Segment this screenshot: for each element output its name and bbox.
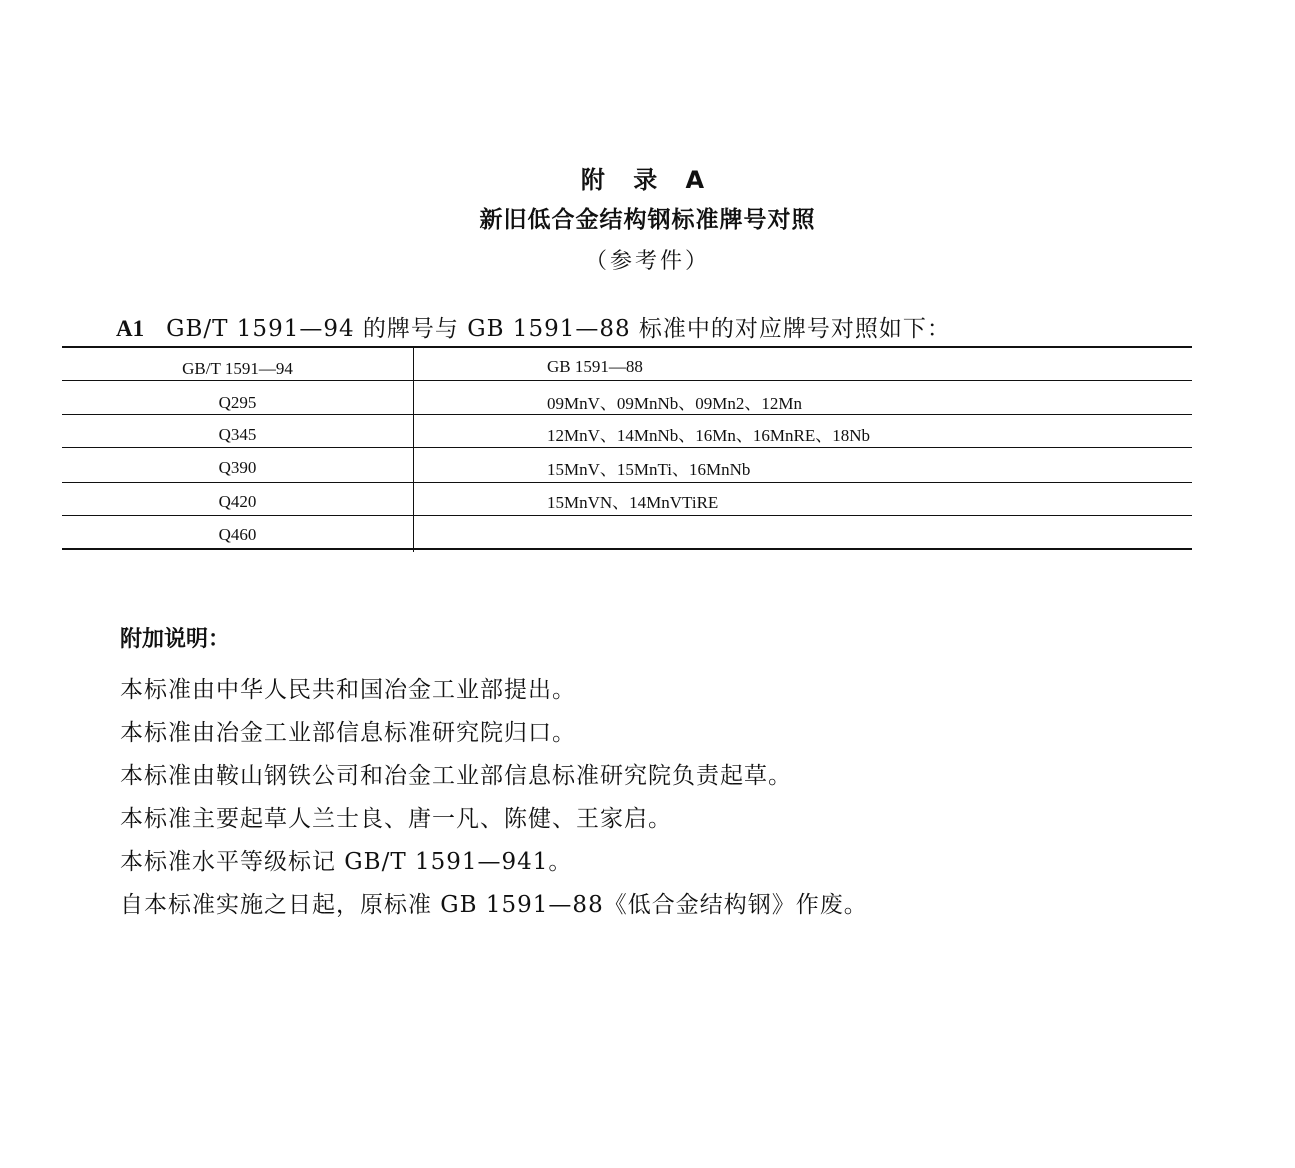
additional-notes (120, 622, 868, 927)
table-row-rule (62, 515, 1192, 516)
row-new-grade: Q295 (218, 393, 257, 412)
clause-text: GB/T 1591—94 的牌号与 GB 1591—88 标准中的对应牌号对照如下： (166, 316, 951, 342)
table-bottom-rule (62, 548, 1192, 550)
row-old-grades: 15MnV、15MnTi、16MnNb (547, 460, 751, 479)
grade-mapping-table (62, 346, 1192, 552)
clause-number: A1 (116, 316, 145, 341)
header-old-standard: GB 1591—88 (547, 357, 643, 376)
note-line: 本标准由鞍山钢铁公司和冶金工业部信息标准研究院负责起草。 (120, 763, 792, 789)
row-new-grade: Q345 (218, 425, 257, 444)
note-line: 自本标准实施之日起，原标准 GB 1591—88《低合金结构钢》作废。 (120, 892, 868, 918)
row-new-grade: Q420 (218, 492, 257, 511)
row-old-grades: 15MnVN、14MnVTiRE (547, 493, 719, 512)
note-line: 本标准水平等级标记 GB/T 1591—941。 (120, 849, 573, 875)
appendix-subtitle: （参考件） (584, 249, 710, 274)
table-top-rule (62, 346, 1192, 348)
appendix-label: 附 录 A (580, 166, 715, 194)
row-old-grades: 09MnV、09MnNb、09Mn2、12Mn (547, 394, 803, 413)
row-new-grade: Q390 (218, 458, 257, 477)
row-new-grade: Q460 (218, 525, 257, 544)
clause-line (116, 310, 951, 343)
note-line: 本标准由冶金工业部信息标准研究院归口。 (120, 720, 576, 746)
note-line: 本标准主要起草人兰士良、唐一凡、陈健、王家启。 (120, 806, 672, 832)
table-header-rule (62, 380, 1192, 381)
table-row-rule (62, 414, 1192, 415)
appendix-title: 新旧低合金结构钢标准牌号对照 (479, 207, 816, 233)
table-row-rule (62, 482, 1192, 483)
row-old-grades: 12MnV、14MnNb、16Mn、16MnRE、18Nb (547, 426, 871, 445)
header-new-standard: GB/T 1591—94 (182, 359, 293, 378)
notes-title: 附加说明： (120, 627, 231, 652)
table-column-divider (413, 346, 414, 552)
note-line: 本标准由中华人民共和国冶金工业部提出。 (120, 677, 576, 703)
table-row-rule (62, 447, 1192, 448)
